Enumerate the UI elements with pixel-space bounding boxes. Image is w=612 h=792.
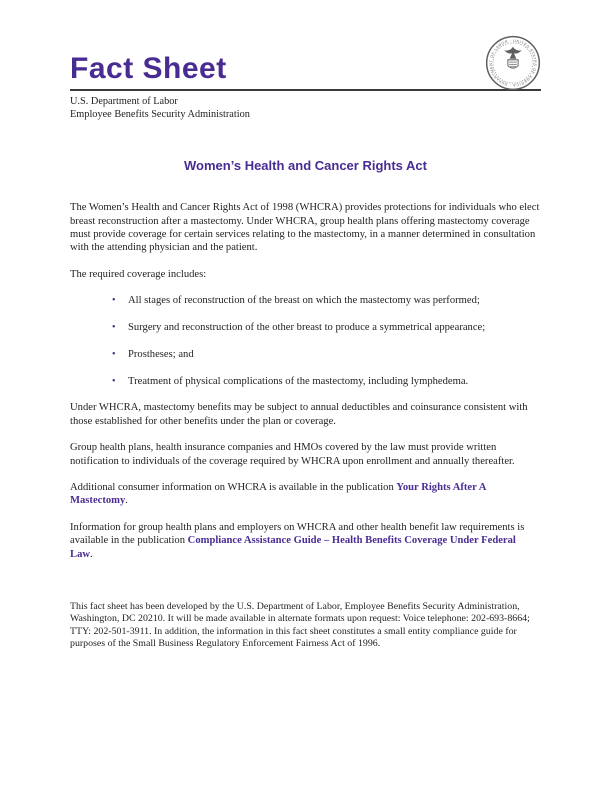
list-item bbox=[112, 375, 541, 388]
consumer-info-text: Additional consumer information on WHCRA is available in the publication bbox=[70, 482, 397, 494]
employer-info-text: Information for group health plans and employers on WHCRA and other health benefit law requirements is available in the publication bbox=[70, 521, 525, 547]
list-item-text: Surgery and reconstruction of the other breast to produce a symmetrical appearance; bbox=[128, 322, 486, 334]
agency-line-1: U.S. Department of Labor bbox=[70, 96, 178, 107]
compliance-assistance-guide-link[interactable]: Compliance Assistance Guide – Health Benefits Coverage Under Federal Law bbox=[70, 535, 516, 560]
document-body bbox=[70, 201, 541, 651]
list-item bbox=[112, 348, 541, 361]
page-title: Fact Sheet bbox=[70, 52, 227, 85]
bullet-icon: • bbox=[112, 295, 116, 307]
employer-info-paragraph bbox=[70, 521, 541, 561]
footer-note: This fact sheet has been developed by the U.S. Department of Labor, Employee Benefits Security Administration, Washington, DC 20210. It will be made available in alternate formats upon request: Voice telephone: 202-693-8664; TTY: 202-501-3911. In addition, the information in this fact sheet constitutes a small entity compliance guide for purposes of the Small Business Regulatory Enforcement Fairness Act of 1996. bbox=[70, 601, 530, 650]
employer-info-period: . bbox=[90, 548, 93, 560]
intro-paragraph: The Women’s Health and Cancer Rights Act of 1998 (WHCRA) provides protections for individuals who elect breast reconstruction after a mastectomy. Under WHCRA, group health plans offering mastectomy coverage must provide coverage for certain services relating to the mastectomy, in a manner determined in consultation with the attending physician and the patient. bbox=[70, 202, 540, 254]
deductibles-paragraph: Under WHCRA, mastectomy benefits may be subject to annual deductibles and coinsurance consistent with those established for other benefits under the plan or coverage. bbox=[70, 402, 528, 427]
notification-paragraph: Group health plans, health insurance companies and HMOs covered by the law must provide written notification to individuals of the coverage required by WHCRA upon enrollment and annually thereafter. bbox=[70, 442, 515, 467]
masthead-divider bbox=[70, 89, 541, 91]
list-item bbox=[112, 321, 541, 334]
list-item-text: Treatment of physical complications of the mastectomy, including lymphedema. bbox=[128, 375, 469, 387]
bullet-icon: • bbox=[112, 375, 116, 387]
agency-line-2: Employee Benefits Security Administration bbox=[70, 108, 250, 120]
bullet-icon: • bbox=[112, 322, 116, 334]
list-item bbox=[112, 294, 541, 307]
consumer-info-period: . bbox=[125, 495, 128, 507]
consumer-info-paragraph bbox=[70, 481, 541, 508]
dol-seal-icon bbox=[485, 35, 541, 91]
bullet-icon: • bbox=[112, 348, 116, 360]
masthead bbox=[70, 38, 541, 88]
list-item-text: Prostheses; and bbox=[128, 348, 194, 360]
your-rights-after-mastectomy-link[interactable]: Your Rights After A Mastectomy bbox=[70, 482, 486, 507]
list-item-text: All stages of reconstruction of the breast on which the mastectomy was performed; bbox=[128, 295, 480, 307]
agency-block bbox=[70, 96, 541, 121]
document-heading: Women’s Health and Cancer Rights Act bbox=[184, 158, 427, 174]
coverage-list bbox=[112, 294, 541, 388]
seal-ring-text: UNITED STATES OF AMERICA · DEPARTMENT OF LABOR · bbox=[488, 38, 538, 88]
coverage-lead: The required coverage includes: bbox=[70, 268, 207, 280]
